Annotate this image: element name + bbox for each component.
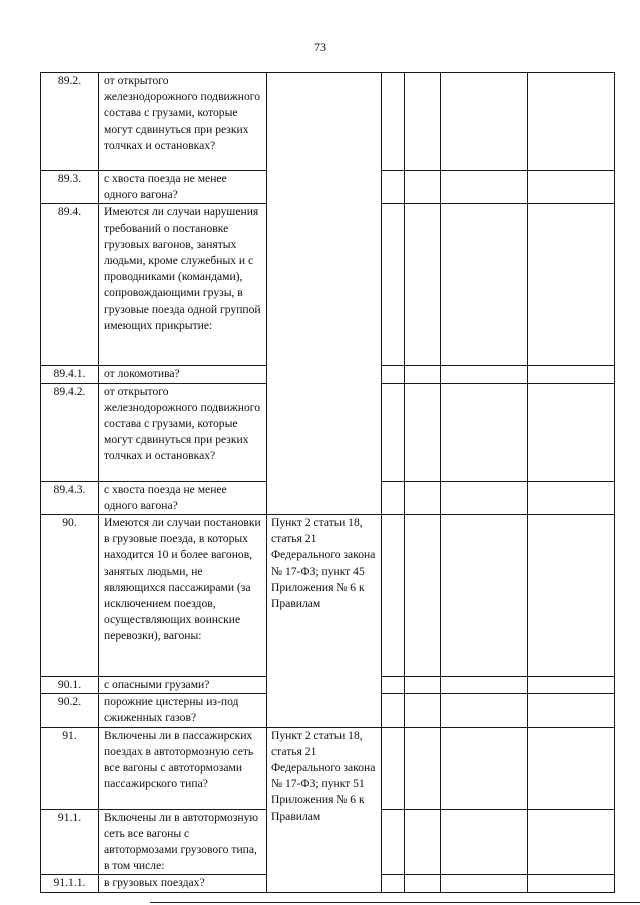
answer-na-cell bbox=[441, 481, 528, 514]
answer-no-cell bbox=[405, 73, 441, 171]
note-cell bbox=[528, 694, 615, 727]
answer-yes-cell bbox=[382, 694, 405, 727]
answer-no-cell bbox=[405, 515, 441, 677]
answer-na-cell bbox=[441, 694, 528, 727]
answer-yes-cell bbox=[382, 515, 405, 677]
row-number: 89.4. bbox=[41, 204, 99, 366]
table-row bbox=[41, 727, 615, 809]
answer-na-cell bbox=[441, 171, 528, 204]
answer-na-cell bbox=[441, 809, 528, 875]
answer-yes-cell bbox=[382, 677, 405, 694]
row-question: Имеются ли случаи нарушения требований о постановке грузовых вагонов, занятых людьми, кроме служебных и с проводниками (командами), сопровождающими грузы, в грузовые поезда одной группой имеющих прикрытие: bbox=[99, 204, 267, 366]
note-cell bbox=[528, 515, 615, 677]
table-row bbox=[41, 515, 615, 677]
note-cell bbox=[528, 481, 615, 514]
answer-no-cell bbox=[405, 171, 441, 204]
answer-no-cell bbox=[405, 383, 441, 481]
answer-no-cell bbox=[405, 727, 441, 809]
answer-yes-cell bbox=[382, 73, 405, 171]
row-question: Включены ли в автотормозную сеть все вагоны с автотормозами грузового типа, в том числе: bbox=[99, 809, 267, 875]
answer-yes-cell bbox=[382, 383, 405, 481]
answer-na-cell bbox=[441, 875, 528, 892]
row-question: Включены ли в пассажирских поездах в автотормозную сеть все вагоны с автотормозами пассажирского типа? bbox=[99, 727, 267, 809]
row-question: от открытого железнодорожного подвижного состава с грузами, которые могут сдвинуться при резких толчках и остановках? bbox=[99, 383, 267, 481]
row-number: 91.1.1. bbox=[41, 875, 99, 892]
row-number: 91. bbox=[41, 727, 99, 809]
row-number: 89.4.1. bbox=[41, 366, 99, 383]
row-number: 91.1. bbox=[41, 809, 99, 875]
note-cell bbox=[528, 809, 615, 875]
answer-no-cell bbox=[405, 875, 441, 892]
note-cell bbox=[528, 171, 615, 204]
checklist-table bbox=[40, 72, 615, 893]
legal-reference-cell: Пункт 2 статьи 18, статья 21 Федерального закона № 17-ФЗ; пункт 51 Приложения № 6 к Правилам bbox=[267, 727, 382, 892]
page-number: 73 bbox=[314, 40, 326, 54]
answer-yes-cell bbox=[382, 204, 405, 366]
row-question: от локомотива? bbox=[99, 366, 267, 383]
answer-na-cell bbox=[441, 383, 528, 481]
answer-no-cell bbox=[405, 481, 441, 514]
row-question: от открытого железнодорожного подвижного состава с грузами, которые могут сдвинуться при резких толчках и остановках? bbox=[99, 73, 267, 171]
answer-yes-cell bbox=[382, 727, 405, 809]
row-number: 90. bbox=[41, 515, 99, 677]
row-number: 89.4.3. bbox=[41, 481, 99, 514]
page-bottom-divider bbox=[150, 902, 640, 903]
row-number: 90.1. bbox=[41, 677, 99, 694]
table-row bbox=[41, 73, 615, 171]
row-question: Имеются ли случаи постановки в грузовые поезда, в которых находится 10 и более вагонов, занятых людьми, не являющихся пассажирами (за исключением поездов, осуществляющих воинские перевозки), вагоны: bbox=[99, 515, 267, 677]
answer-yes-cell bbox=[382, 366, 405, 383]
note-cell bbox=[528, 73, 615, 171]
answer-no-cell bbox=[405, 677, 441, 694]
answer-na-cell bbox=[441, 73, 528, 171]
legal-reference-cell bbox=[267, 73, 382, 515]
answer-no-cell bbox=[405, 366, 441, 383]
answer-na-cell bbox=[441, 204, 528, 366]
row-number: 89.2. bbox=[41, 73, 99, 171]
answer-yes-cell bbox=[382, 481, 405, 514]
answer-no-cell bbox=[405, 204, 441, 366]
row-question: порожние цистерны из-под сжиженных газов? bbox=[99, 694, 267, 727]
row-number: 89.4.2. bbox=[41, 383, 99, 481]
note-cell bbox=[528, 875, 615, 892]
row-question: с опасными грузами? bbox=[99, 677, 267, 694]
note-cell bbox=[528, 677, 615, 694]
note-cell bbox=[528, 383, 615, 481]
note-cell bbox=[528, 366, 615, 383]
row-number: 89.3. bbox=[41, 171, 99, 204]
answer-yes-cell bbox=[382, 875, 405, 892]
answer-no-cell bbox=[405, 694, 441, 727]
answer-na-cell bbox=[441, 677, 528, 694]
row-question: с хвоста поезда не менее одного вагона? bbox=[99, 481, 267, 514]
answer-yes-cell bbox=[382, 171, 405, 204]
row-number: 90.2. bbox=[41, 694, 99, 727]
answer-na-cell bbox=[441, 727, 528, 809]
answer-yes-cell bbox=[382, 809, 405, 875]
row-question: в грузовых поездах? bbox=[99, 875, 267, 892]
row-question: с хвоста поезда не менее одного вагона? bbox=[99, 171, 267, 204]
answer-no-cell bbox=[405, 809, 441, 875]
legal-reference-cell: Пункт 2 статьи 18, статья 21 Федерального закона № 17-ФЗ; пункт 45 Приложения № 6 к Правилам bbox=[267, 515, 382, 728]
note-cell bbox=[528, 204, 615, 366]
note-cell bbox=[528, 727, 615, 809]
answer-na-cell bbox=[441, 366, 528, 383]
answer-na-cell bbox=[441, 515, 528, 677]
